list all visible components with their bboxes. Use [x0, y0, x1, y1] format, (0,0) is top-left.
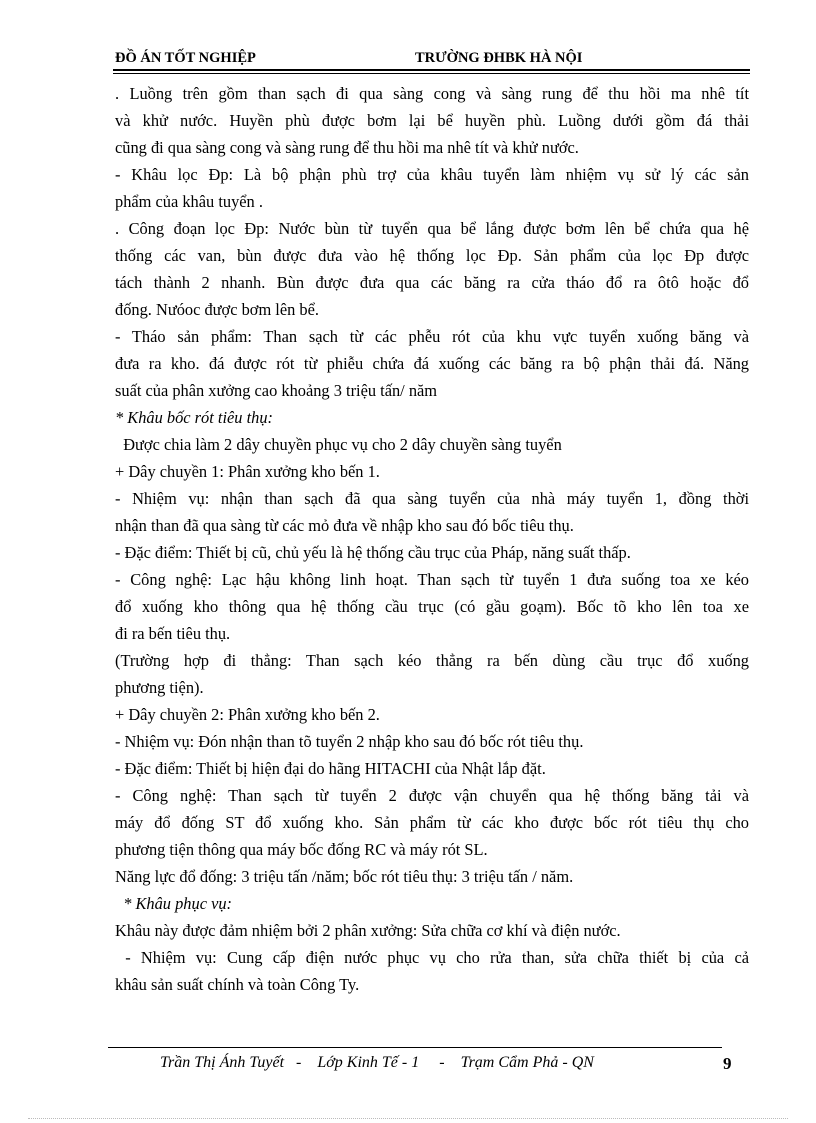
page-number: 9: [723, 1054, 732, 1073]
text-line: (Trường hợp đi thẳng: Than sạch kéo thẳng ra bến dùng cầu trục đổ xuống: [115, 651, 749, 670]
text-line: phương tiện).: [115, 678, 204, 697]
text-line: đống. Nưóoc được bơm lên bể.: [115, 300, 319, 319]
text-line: phương tiện thông qua máy bốc đống RC và máy rót SL.: [115, 840, 488, 859]
text-line: đi ra bến tiêu thụ.: [115, 624, 231, 643]
text-line: - Đặc điểm: Thiết bị hiện đại do hãng HITACHI của Nhật lắp đặt.: [115, 759, 546, 778]
page-header: [115, 50, 749, 68]
text-line: đưa ra kho. đá được rót từ phiễu chứa đá xuống các băng ra bộ phận thải đá. Năng: [115, 354, 749, 373]
text-line: nhận than đã qua sàng từ các mỏ đưa về nhập kho sau đó bốc tiêu thụ.: [115, 516, 574, 535]
text-line: - Nhiệm vụ: Cung cấp điện nước phục vụ cho rửa than, sửa chữa thiết bị của cả: [115, 948, 749, 967]
text-line: - Đặc điểm: Thiết bị cũ, chủ yếu là hệ thống cầu trục của Pháp, năng suất thấp.: [115, 543, 631, 562]
header-rule-thin: [113, 73, 750, 74]
text-line: . Công đoạn lọc Đp: Nước bùn từ tuyển qua bể lắng được bơm lên bể chứa qua hệ: [115, 219, 749, 238]
text-line: + Dây chuyền 2: Phân xưởng kho bến 2.: [115, 705, 380, 724]
text-line: suất của phân xưởng cao khoảng 3 triệu tấn/ năm: [115, 381, 438, 400]
text-line: đổ xuống kho thông qua hệ thống cầu trục (có gầu goạm). Bốc tõ kho lên toa xe: [115, 597, 749, 616]
section-heading: * Khâu bốc rót tiêu thụ:: [115, 408, 273, 427]
document-body: [115, 80, 749, 998]
header-thesis-title: ĐỒ ÁN TỐT NGHIỆP: [115, 50, 256, 66]
text-line: - Tháo sản phẩm: Than sạch từ các phễu rót của khu vực tuyển xuống băng và: [115, 327, 749, 346]
text-line: Năng lực đổ đống: 3 triệu tấn /năm; bốc rót tiêu thụ: 3 triệu tấn / năm.: [115, 867, 574, 886]
text-line: tách thành 2 nhanh. Bùn được đưa qua các băng ra cửa tháo đổ ra ôtô hoặc đổ: [115, 273, 749, 292]
text-line: phẩm của khâu tuyển .: [115, 192, 263, 211]
text-line: - Công nghệ: Than sạch từ tuyển 2 được vận chuyển qua hệ thống băng tải và: [115, 786, 749, 805]
text-line: - Công nghệ: Lạc hậu không linh hoạt. Than sạch từ tuyển 1 đưa suống toa xe kéo: [115, 570, 749, 589]
text-line: máy đổ đống ST đổ xuống kho. Sản phẩm từ các kho được bốc rót tiêu thụ cho: [115, 813, 749, 832]
text-line: Được chia làm 2 dây chuyền phục vụ cho 2 dây chuyền sàng tuyển: [115, 435, 562, 454]
page-bottom-edge: [28, 1118, 788, 1119]
text-line: - Nhiệm vụ: Đón nhận than tõ tuyển 2 nhập kho sau đó bốc rót tiêu thụ.: [115, 732, 584, 751]
text-line: - Khâu lọc Đp: Là bộ phận phù trợ của khâu tuyển làm nhiệm vụ sử lý các sản: [115, 165, 749, 184]
footer-rule: [108, 1047, 722, 1048]
section-heading: * Khâu phục vụ:: [115, 894, 232, 913]
text-line: . Luồng trên gồm than sạch đi qua sàng cong và sàng rung để thu hồi ma nhê tít: [115, 84, 749, 103]
footer-author-info: Trần Thị Ánh Tuyết - Lớp Kinh Tế - 1 - Trạm Cẩm Phả - QN: [160, 1054, 594, 1071]
page-footer: [160, 1054, 740, 1076]
text-line: cũng đi qua sàng cong và sàng rung để thu hồi ma nhê tít và khử nước.: [115, 138, 579, 157]
text-line: - Nhiệm vụ: nhận than sạch đã qua sàng tuyển của nhà máy tuyển 1, đồng thời: [115, 489, 749, 508]
header-rule-thick: [113, 69, 750, 71]
text-line: + Dây chuyền 1: Phân xưởng kho bến 1.: [115, 462, 380, 481]
header-university: TRƯỜNG ĐHBK HÀ NỘI: [415, 50, 583, 66]
text-line: Khâu này được đảm nhiệm bởi 2 phân xưởng: Sửa chữa cơ khí và điện nước.: [115, 921, 621, 940]
text-line: thống các van, bùn được đưa vào hệ thống lọc Đp. Sản phẩm của lọc Đp được: [115, 246, 749, 265]
text-line: và khử nước. Huyền phù được bơm lại bể huyền phù. Luồng dưới gồm đá thải: [115, 111, 749, 130]
text-line: khâu sản suất chính và toàn Công Ty.: [115, 975, 360, 994]
